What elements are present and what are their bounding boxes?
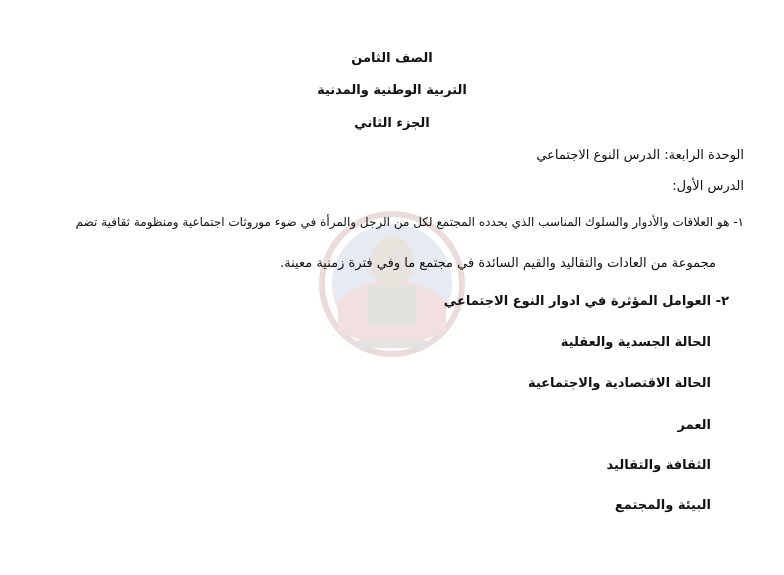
point1-line2: مجموعة من العادات والتقاليد والقيم السائدة في مجتمع ما وفي فترة زمنية معينة. [280, 256, 716, 271]
point2-title: ٢- العوامل المؤثرة في ادوار النوع الاجتماعي [443, 294, 729, 309]
lesson-label: الدرس الأول: [672, 179, 744, 194]
factor-item: الثقافة والتقاليد [606, 458, 711, 473]
subject-heading: التربية الوطنية والمدنية [317, 83, 467, 98]
factor-item: العمر [677, 418, 711, 433]
point1-line1: ١- هو العلاقات والأدوار والسلوك المناسب الذي يحدده المجتمع لكل من الرجل والمرأة في ضوء موروثات اجتماعية ومنظومة ثقافية تضم [75, 215, 744, 229]
factor-item: البيئة والمجتمع [614, 498, 711, 513]
factor-item: الحالة الاقتصادية والاجتماعية [527, 376, 711, 391]
grade-heading: الصف الثامن [351, 51, 433, 66]
factor-item: الحالة الجسدية والعقلية [560, 335, 711, 350]
unit-line: الوحدة الرابعة: الدرس النوع الاجتماعي [536, 148, 744, 163]
part-heading: الجزء الثاني [354, 116, 430, 131]
